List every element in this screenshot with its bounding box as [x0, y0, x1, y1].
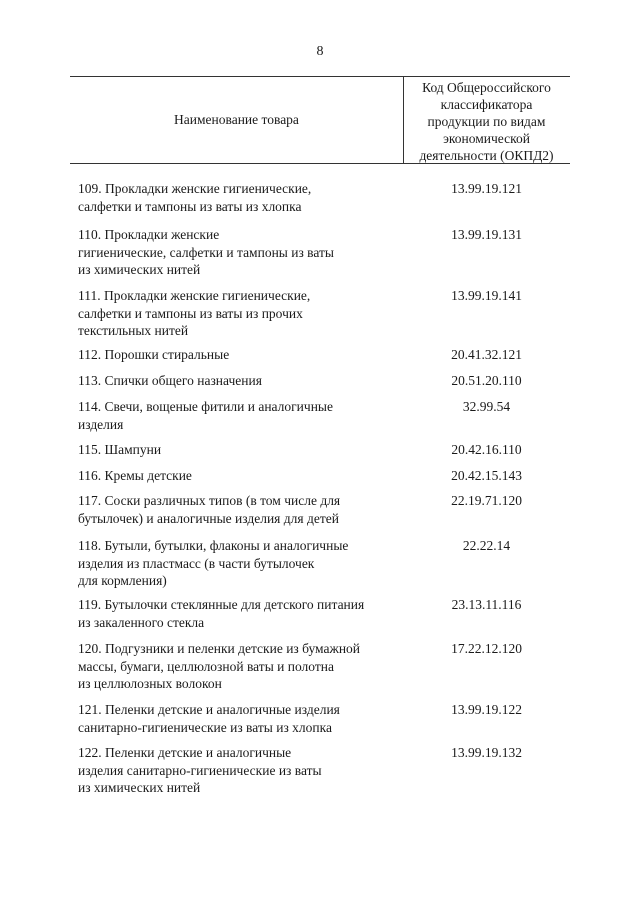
product-name-line: 113. Спички общего назначения — [78, 373, 262, 388]
product-name-line: для кормления) — [78, 573, 167, 588]
product-name — [78, 346, 408, 364]
product-name-line: 111. Прокладки женские гигиенические, — [78, 288, 311, 303]
header-code-line: продукции по видам — [427, 114, 546, 129]
product-name — [78, 226, 408, 279]
okpd2-code: 17.22.12.120 — [451, 641, 522, 656]
product-name-line: 122. Пеленки детские и аналогичные — [78, 745, 292, 760]
product-name — [78, 744, 408, 797]
product-name — [78, 640, 408, 693]
product-name-line: 121. Пеленки детские и аналогичные изделия — [78, 702, 340, 717]
product-name-line: 119. Бутылочки стеклянные для детского питания — [78, 597, 365, 612]
product-name-line: изделия санитарно-гигиенические из ваты — [78, 762, 322, 778]
okpd2-code: 23.13.11.116 — [451, 597, 522, 612]
okpd2-code: 22.22.14 — [462, 538, 511, 553]
okpd2-code: 20.42.15.143 — [451, 468, 522, 483]
header-code-line: экономической — [443, 131, 530, 146]
product-name-line: салфетки и тампоны из ваты из хлопка — [78, 198, 302, 214]
product-name-line: 114. Свечи, вощеные фитили и аналогичные — [78, 399, 333, 414]
product-name-line: бутылочек) и аналогичные изделия для детей — [78, 510, 339, 526]
product-name-line: 109. Прокладки женские гигиенические, — [78, 181, 312, 196]
okpd2-code: 13.99.19.131 — [451, 227, 522, 242]
product-name-line: гигиенические, салфетки и тампоны из ваты — [78, 244, 334, 260]
header-okpd2-code — [403, 79, 570, 164]
product-name — [78, 287, 408, 340]
product-name-line: санитарно-гигиенические из ваты из хлопка — [78, 719, 332, 735]
okpd2-code: 22.19.71.120 — [451, 493, 522, 508]
okpd2-code: 13.99.19.122 — [451, 702, 522, 717]
product-name-line: 112. Порошки стиральные — [78, 347, 230, 362]
okpd2-code: 20.51.20.110 — [451, 373, 522, 388]
okpd2-code: 20.42.16.110 — [451, 442, 522, 457]
product-name-line: массы, бумаги, целлюлозной ваты и полотна — [78, 658, 334, 674]
product-name-line: из целлюлозных волокон — [78, 676, 222, 691]
table-top-rule — [70, 76, 570, 77]
product-name-line: салфетки и тампоны из ваты из прочих — [78, 305, 303, 321]
product-name — [78, 372, 408, 390]
product-name-line: изделия — [78, 416, 124, 432]
header-code-line: деятельности (ОКПД2) — [419, 148, 554, 163]
product-name — [78, 492, 408, 527]
page-number: 8 — [316, 44, 324, 59]
product-name-line: из закаленного стекла — [78, 614, 205, 630]
okpd2-code: 32.99.54 — [462, 399, 511, 414]
product-name-line: 110. Прокладки женские — [78, 227, 220, 242]
product-name-line: из химических нитей — [78, 262, 201, 277]
product-name-line: изделия из пластмасс (в части бутылочек — [78, 555, 315, 571]
product-name — [78, 701, 408, 736]
header-product-name: Наименование товара — [174, 112, 299, 127]
product-name-line: 118. Бутыли, бутылки, флаконы и аналогичные — [78, 538, 349, 553]
product-name — [78, 180, 408, 215]
product-name — [78, 441, 408, 459]
product-name-line: 117. Соски различных типов (в том числе для — [78, 493, 341, 508]
okpd2-code: 13.99.19.121 — [451, 181, 522, 196]
product-name-line: текстильных нитей — [78, 323, 189, 338]
product-name — [78, 398, 408, 433]
product-name-line: 120. Подгузники и пеленки детские из бумажной — [78, 641, 361, 656]
product-name — [78, 596, 408, 631]
header-code-line: Код Общероссийского — [422, 80, 551, 95]
product-name — [78, 537, 408, 590]
header-code-line: классификатора — [440, 97, 533, 112]
okpd2-code: 20.41.32.121 — [451, 347, 522, 362]
product-name-line: 116. Кремы детские — [78, 468, 192, 483]
product-name — [78, 467, 408, 485]
okpd2-code: 13.99.19.141 — [451, 288, 522, 303]
product-name-line: из химических нитей — [78, 780, 201, 795]
product-name-line: 115. Шампуни — [78, 442, 162, 457]
okpd2-code: 13.99.19.132 — [451, 745, 522, 760]
